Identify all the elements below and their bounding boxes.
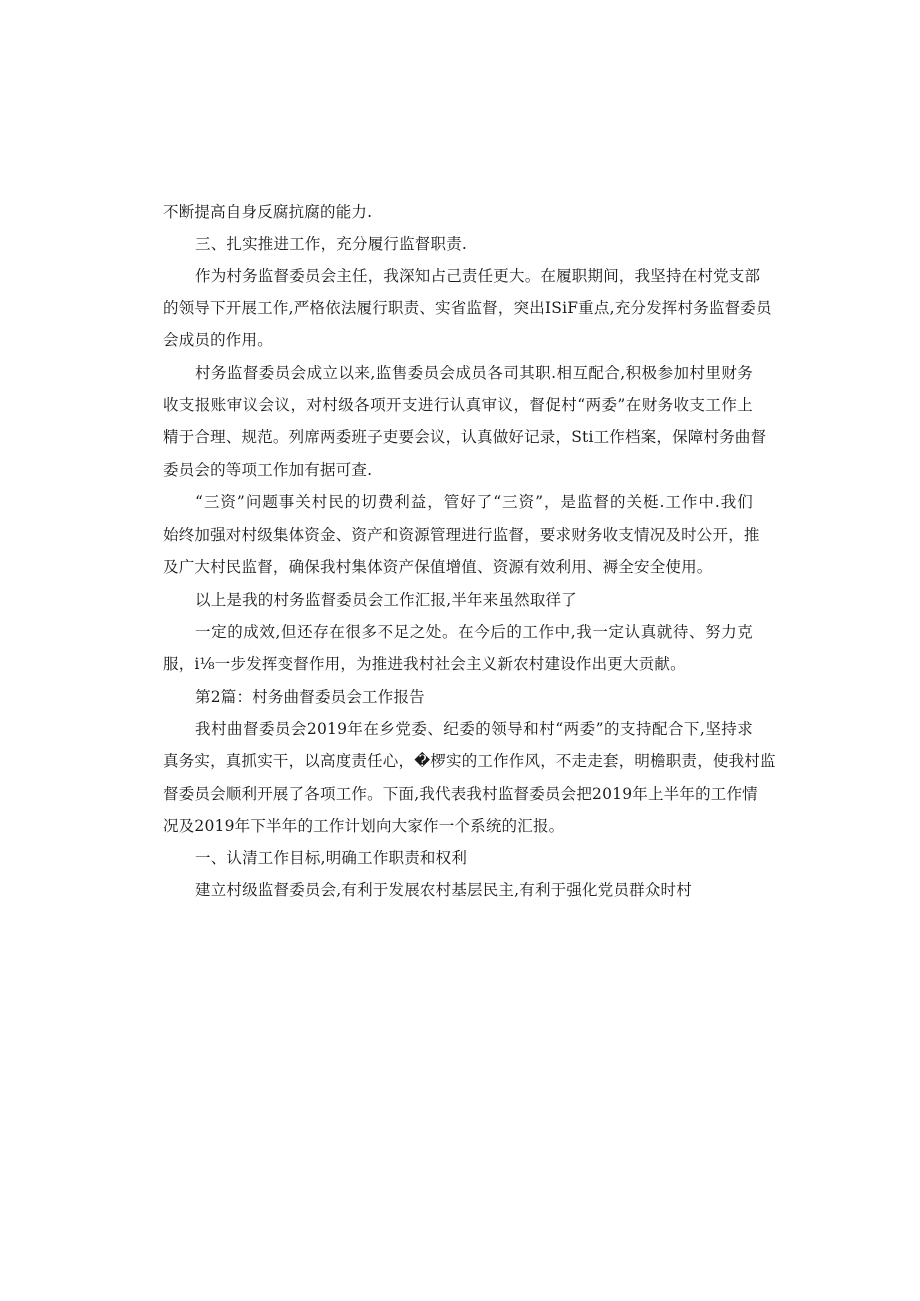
text-line: 村务监督委员会成立以来,监售委员会成员各司其职.相互配合,积极参加村里财务 [195,364,753,382]
text-line: 况及2019年下半年的工作计划向大家作一个系统的汇报。 [163,817,565,835]
text-line: 真务实，真抓实干，以高度责任心，�椤实的工作作风，不走走套，明檐职责，使我村监 [163,752,776,770]
text-line: 收支报账审议会议，对村级各项开支进行认真审议，督促村“两委”在财务收支工作上 [163,396,753,414]
text-line: 委员会的等项工作加有据可查. [163,461,373,479]
text-line: 以上是我的村务监督委员会工作汇报,半年来虽然取徉了 [195,591,577,609]
text-line: 会成员的作用。 [163,331,273,349]
section-heading: 三、扎实推进工作，充分履行监督职责. [195,235,468,253]
section-heading: 一、认清工作目标,明确工作职责和权利 [195,849,468,867]
text-line: 精于合理、规范。列席两委班子吏要会议，认真做好记录，Sti工作档案，保障村务曲督 [163,428,767,446]
text-line: 作为村务监督委员会主任，我深知占己责任更大。在履职期间，我坚持在村党支部 [195,267,761,285]
text-line: 督委员会顺利开展了各项工作。下面,我代表我村监督委员会把2019年上半年的工作情 [163,785,758,803]
text-line: 一定的成效,但还存在很多不足之处。在今后的工作中,我一定认真就待、努力克 [195,623,753,641]
chapter-heading: 第2篇：村务曲督委员会工作报告 [195,688,425,706]
text-line: 的领导下开展工作,严格依法履行职责、实省监督，突出ISiF重点,充分发挥村务监督委员 [163,299,772,317]
text-line: 始终加强对村级集体资金、资产和资源管理进行监督，要求财务收支情况及时公开，推 [163,526,760,544]
text-line: 建立村级监督委员会,有利于发展农村基层民主,有利于强化党员群众时村 [195,881,692,899]
text-line: 服，i⅛一步发挥变督作用，为推进我村社会主义新农村建设作出更大贡献。 [163,655,686,673]
text-line: 及广大村民监督，确保我村集体资产保值增值、资源有效利用、褥全安全使用。 [163,558,713,576]
text-line: “三资”问题事关村民的切费利益，管好了“三资”，是监督的关梃.工作中.我们 [195,493,753,511]
text-line: 不断提高自身反腐抗腐的能力. [163,203,373,221]
text-line: 我村曲督委员会2019年在乡党委、纪委的领导和村“两委”的支持配合下,坚持求 [195,720,753,738]
